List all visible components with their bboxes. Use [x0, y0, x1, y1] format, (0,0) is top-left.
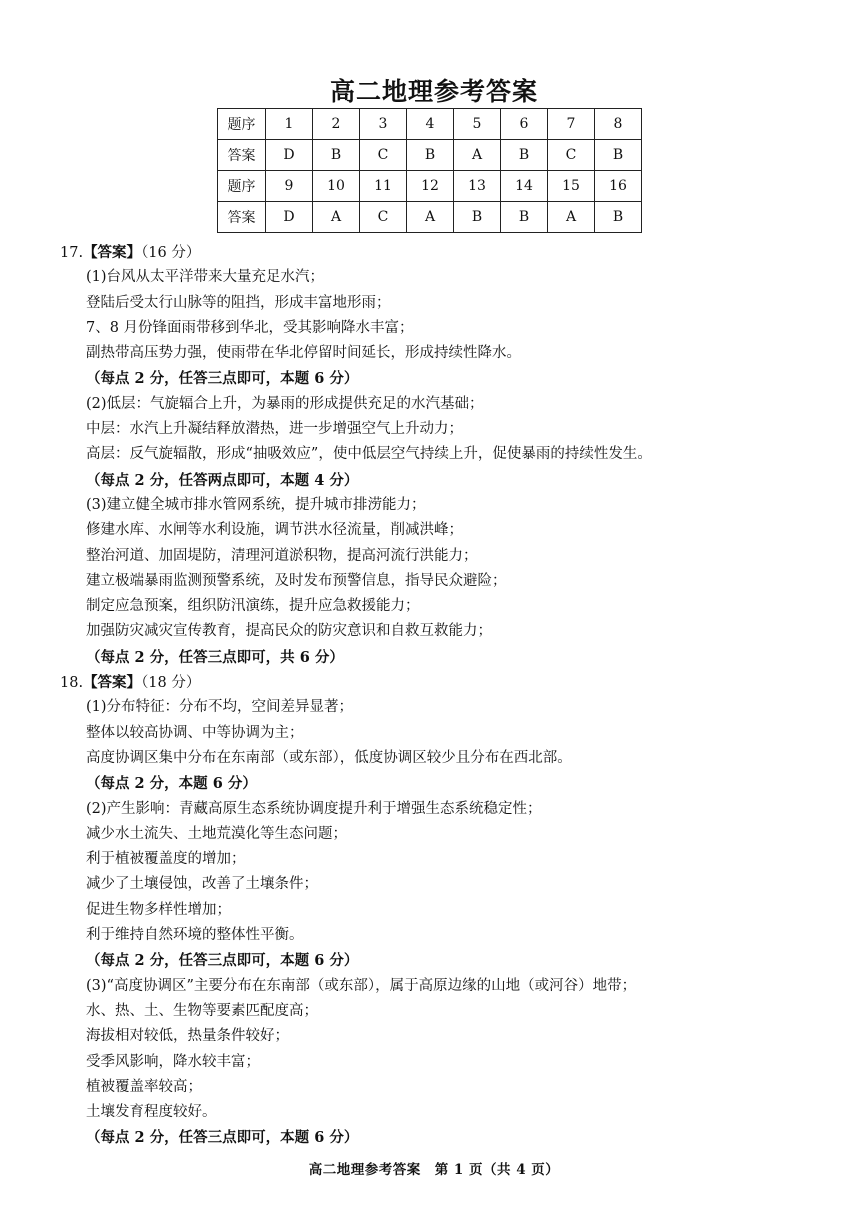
- answer-tag: 【答案】: [83, 674, 142, 692]
- answer-table-row: [218, 109, 642, 140]
- question-header: [60, 240, 850, 265]
- scoring-note: （每点 2 分，任答三点即可，本题 6 分）: [86, 370, 359, 388]
- answer-table-cell: 8: [595, 109, 642, 140]
- answer-table-cell: A: [407, 202, 454, 233]
- answer-line: 加强防灾减灾宣传教育，提高民众的防灾意识和自救互救能力；: [86, 623, 492, 640]
- answer-content: [60, 240, 850, 1151]
- answer-line: (2)产生影响：青藏高原生态系统协调度提升利于增强生态系统稳定性；: [86, 800, 542, 817]
- answer-table-cell: 10: [313, 171, 360, 202]
- question-header: [60, 670, 850, 695]
- answer-table-cell: B: [595, 202, 642, 233]
- answer-line: 登陆后受太行山脉等的阻挡，形成丰富地形雨；: [86, 294, 391, 311]
- answer-line: 促进生物多样性增加；: [86, 901, 231, 918]
- answer-table-cell: B: [501, 202, 548, 233]
- page-footer: 高二地理参考答案 第 1 页（共 4 页）: [308, 1162, 560, 1178]
- scoring-note: （每点 2 分，任答三点即可，本题 6 分）: [86, 952, 359, 970]
- answer-table-cell: 6: [501, 109, 548, 140]
- answer-table-cell: 14: [501, 171, 548, 202]
- scoring-note: （每点 2 分，任答三点即可，共 6 分）: [86, 648, 344, 666]
- answer-line: 修建水库、水闸等水利设施，调节洪水径流量，削减洪峰；: [86, 522, 463, 539]
- answer-line: 建立极端暴雨监测预警系统，及时发布预警信息，指导民众避险；: [86, 572, 507, 589]
- answer-table-cell: B: [501, 140, 548, 171]
- answer-table-cell: B: [407, 140, 454, 171]
- answer-line: 整治河道、加固堤防，清理河道淤积物，提高河流行洪能力；: [86, 547, 478, 564]
- scoring-note: （每点 2 分，任答两点即可，本题 4 分）: [86, 471, 359, 489]
- question-points: （18 分）: [141, 675, 201, 692]
- answer-table-row: [218, 171, 642, 202]
- answer-table-cell: 2: [313, 109, 360, 140]
- question-points: （16 分）: [141, 245, 201, 261]
- answer-line: (1)台风从太平洋带来大量充足水汽；: [86, 269, 325, 286]
- answer-line: 水、热、土、生物等要素匹配度高；: [86, 1002, 318, 1019]
- answer-table-cell: B: [454, 202, 501, 233]
- answer-table-cell: 9: [266, 171, 313, 202]
- answer-line: 海拔相对较低，热量条件较好；: [86, 1028, 289, 1045]
- answer-table-cell: 11: [360, 171, 407, 202]
- answer-table-cell: B: [313, 140, 360, 171]
- answer-line: 副热带高压势力强，使雨带在华北停留时间延长，形成持续性降水。: [86, 345, 521, 362]
- answer-table-cell: 3: [360, 109, 407, 140]
- answer-table-row-label: 题序: [218, 171, 266, 202]
- answer-table-cell: C: [360, 140, 407, 171]
- answer-line: 7、8 月份锋面雨带移到华北，受其影响降水丰富；: [86, 319, 414, 336]
- answer-line: 植被覆盖率较高；: [86, 1078, 202, 1095]
- answer-line: 中层：水汽上升凝结释放潜热，进一步增强空气上升动力；: [86, 421, 463, 438]
- scoring-note: （每点 2 分，本题 6 分）: [86, 775, 257, 793]
- answer-line: (3)“高度协调区”主要分布在东南部（或东部），属于高原边缘的山地（或河谷）地带；: [86, 977, 637, 994]
- answer-table-row: [218, 140, 642, 171]
- answer-table-cell: A: [313, 202, 360, 233]
- answer-table-cell: C: [548, 140, 595, 171]
- answer-table-cell: 4: [407, 109, 454, 140]
- answer-table-row-label: 题序: [218, 109, 266, 140]
- answer-table-cell: 16: [595, 171, 642, 202]
- answer-table-row-label: 答案: [218, 140, 266, 171]
- answer-table-cell: 5: [454, 109, 501, 140]
- answer-line: (2)低层：气旋辐合上升，为暴雨的形成提供充足的水汽基础；: [86, 395, 484, 412]
- answer-table-cell: A: [454, 140, 501, 171]
- answer-table-cell: B: [595, 140, 642, 171]
- answer-table-cell: 1: [266, 109, 313, 140]
- answer-table-cell: 13: [454, 171, 501, 202]
- answer-line: 土壤发育程度较好。: [86, 1104, 217, 1121]
- answer-table-cell: D: [266, 202, 313, 233]
- answer-table: [217, 108, 642, 233]
- answer-table-cell: C: [360, 202, 407, 233]
- answer-table-body: [218, 109, 642, 233]
- answer-line: 受季风影响，降水较丰富；: [86, 1053, 260, 1070]
- answer-tag: 【答案】: [83, 244, 142, 261]
- answer-line: 减少水土流失、土地荒漠化等生态问题；: [86, 825, 347, 842]
- answer-line: 高度协调区集中分布在东南部（或东部），低度协调区较少且分布在西北部。: [86, 749, 572, 766]
- answer-line: 减少了土壤侵蚀，改善了土壤条件；: [86, 876, 318, 893]
- answer-table-row: [218, 202, 642, 233]
- answer-table-cell: A: [548, 202, 595, 233]
- answer-table-cell: 7: [548, 109, 595, 140]
- answer-line: 制定应急预案，组织防汛演练，提升应急救援能力；: [86, 598, 420, 615]
- answer-table-cell: 15: [548, 171, 595, 202]
- answer-table-cell: 12: [407, 171, 454, 202]
- answer-table-cell: D: [266, 140, 313, 171]
- answer-line: 利于植被覆盖度的增加；: [86, 851, 246, 868]
- answer-line: (3)建立健全城市排水管网系统，提升城市排涝能力；: [86, 496, 426, 513]
- page-title: 高二地理参考答案: [329, 77, 538, 106]
- answer-line: 利于维持自然环境的整体性平衡。: [86, 927, 304, 944]
- question-number: 17.: [60, 245, 84, 261]
- answer-line: 高层：反气旋辐散，形成“抽吸效应”，使中低层空气持续上升，促使暴雨的持续性发生。: [86, 446, 652, 463]
- question-number: 18.: [60, 675, 84, 692]
- scoring-note: （每点 2 分，任答三点即可，本题 6 分）: [86, 1129, 359, 1147]
- answer-line: 整体以较高协调、中等协调为主；: [86, 724, 304, 741]
- answer-line: (1)分布特征：分布不均，空间差异显著；: [86, 699, 354, 716]
- answer-table-row-label: 答案: [218, 202, 266, 233]
